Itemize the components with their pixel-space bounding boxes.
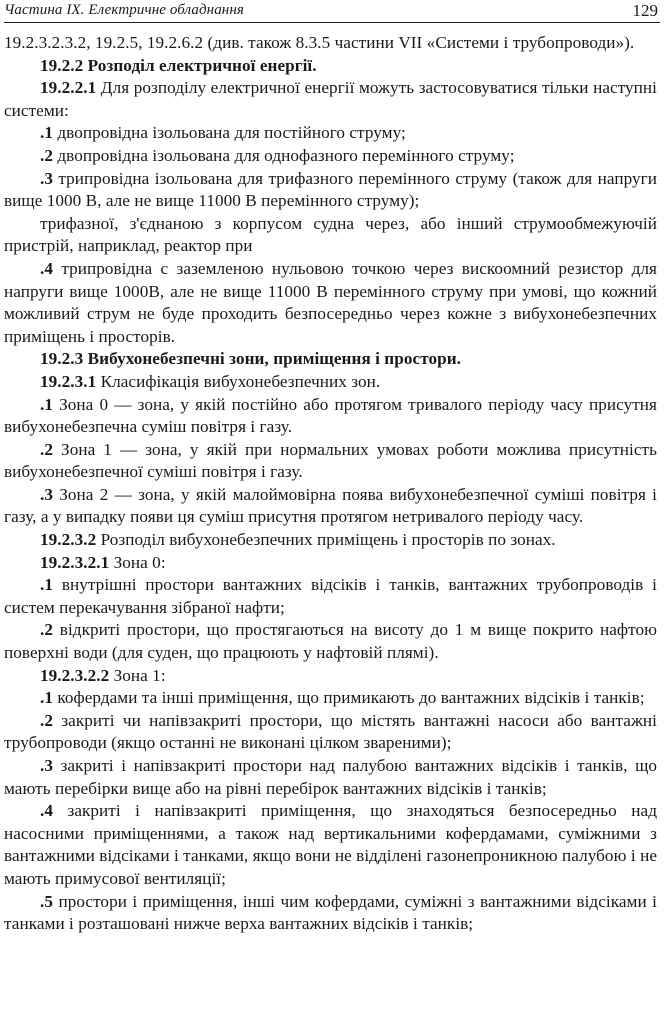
paragraph: 19.2.3.2.1 Зона 0: (40, 552, 166, 572)
header-title: Частина ІХ. Електричне обладнання (4, 2, 244, 18)
list-item: .3 трипровідна ізольована для трифазного перемінного струму (також для напруги вище 1000 В, але не вище 11000 В перемінного струму); (4, 168, 657, 211)
section-heading: 19.2.3 Вибухонебезпечні зони, приміщення і простори. (40, 349, 462, 369)
section-heading: 19.2.2 Розподіл електричної енергії. (40, 55, 317, 75)
body-text (4, 32, 657, 936)
list-item: .3 закриті і напівзакриті простори над палубою вантажних відсіків і танків, що мають перебірки вище або на рівні перебірок вантажних відсіків і танків; (4, 756, 657, 798)
list-item: .3 Зона 2 — зона, у якій малоймовірна поява вибухонебезпечної суміші повітря і газу, а у випадку появи ця суміш присутня протягом нетривалого періоду часу. (4, 484, 657, 527)
list-item: .5 простори і приміщення, інші чим кофердами, суміжні з вантажними відсіками і танками і розташовані нижче верха вантажних відсіків і танків; (4, 891, 657, 934)
paragraph: 19.2.2.1 Для розподілу електричної енергії можуть застосовуватися тільки наступні системи: (4, 78, 657, 120)
list-item: .4 трипровідна с заземленою нульовою точкою через вискоомний резистор для напруги вище 1000В, але не вище 11000 В перемінного струму при умові, що кожний можливий струм не буде проходить безпосередньо через кожне з вибухонебезпечних приміщень і просторів. (4, 258, 657, 346)
paragraph: 19.2.3.2 Розподіл вибухонебезпечних приміщень і просторів по зонах. (40, 530, 556, 550)
paragraph: 19.2.3.2.2 Зона 1: (40, 665, 166, 685)
list-item: .1 двопровідна ізольована для постійного струму; (40, 123, 406, 143)
list-item: .1 кофердами та інші приміщення, що примикають до вантажних відсіків і танків; (40, 688, 645, 708)
list-item: .1 внутрішні простори вантажних відсіків і танків, вантажних трубопроводів і систем перекачування зібраної нафти; (4, 575, 657, 617)
list-item: .4 закриті і напівзакриті приміщення, що знаходяться безпосередньо над насосними приміщеннями, а також над вертикальними кофердамами, суміжними з вантажними відсіками і танками, якщо вони не відділені газонепроникною палубою і не мають примусової вентиляції; (4, 801, 657, 888)
page-number: 129 (632, 1, 658, 20)
list-item: .2 двопровідна ізольована для однофазного перемінного струму; (40, 145, 515, 165)
list-item: .2 закриті чи напівзакриті простори, що містять вантажні насоси або вантажні трубопроводи (якщо останні не виконані цілком звареними); (4, 710, 657, 753)
list-item: .1 Зона 0 — зона, у якій постійно або протягом тривалого періоду часу присутня вибухонебезпечна суміш повітря і газу. (4, 394, 657, 437)
running-header (4, 0, 660, 23)
paragraph: 19.2.3.1 Класифікація вибухонебезпечних зон. (40, 371, 381, 391)
list-item: .2 Зона 1 — зона, у якій при нормальних умовах роботи можлива присутність вибухонебезпечної суміші повітря і газу. (4, 439, 657, 482)
paragraph: 19.2.3.2.3.2, 19.2.5, 19.2.6.2 (див. також 8.3.5 частини VII «Системи і трубопроводи»). (4, 33, 635, 52)
list-item: .2 відкриті простори, що простягаються на висоту до 1 м вище покрито нафтою поверхні води (для суден, що працюють у нафтовій плямі). (4, 620, 657, 663)
paragraph: трифазної, з'єднаною з корпусом судна через, або інший струмообмежуючій пристрій, наприклад, реактор при (4, 213, 657, 256)
